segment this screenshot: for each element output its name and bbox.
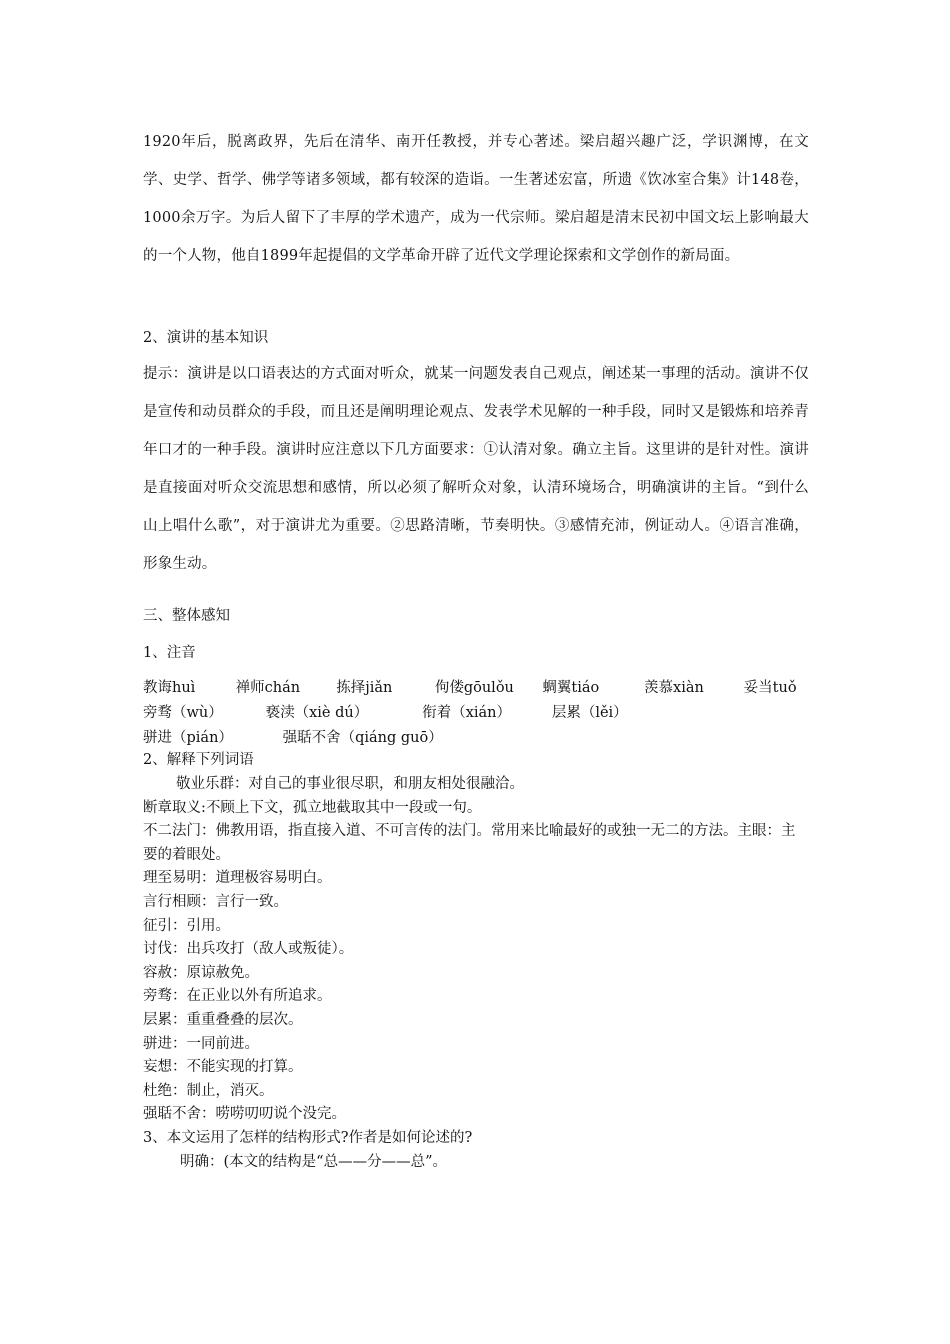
definition-item: 言行相顾：言行一致。 bbox=[143, 893, 288, 910]
definition-item: 敬业乐群：对自己的事业很尽职，和朋友相处很融洽。 bbox=[176, 776, 524, 792]
definition-item: 层累：重重叠叠的层次。 bbox=[143, 1011, 303, 1028]
pinyin-item: 旁骛（wù） bbox=[143, 705, 223, 721]
definition-item: 断章取义:不顾上下文，孤立地截取其中一段或一句。 bbox=[143, 799, 482, 816]
definition-item: 旁骛：在正业以外有所追求。 bbox=[143, 988, 332, 1005]
pinyin-item: 骈进（pián） bbox=[143, 730, 233, 746]
pinyin-row-2 bbox=[143, 702, 628, 724]
heading-explain-words: 2、解释下列词语 bbox=[143, 752, 254, 768]
definition-item: 征引：引用。 bbox=[143, 917, 230, 934]
pinyin-item: 亵渎（xiè dú） bbox=[265, 705, 369, 721]
definition-item: 理至易明：道理极容易明白。 bbox=[143, 870, 332, 887]
pinyin-item: 蜩翼tiáo bbox=[542, 680, 600, 696]
heading-pinyin: 1、注音 bbox=[143, 645, 196, 661]
heading-speech-basics: 2、演讲的基本知识 bbox=[143, 330, 269, 346]
pinyin-item: 禅师chán bbox=[235, 680, 301, 696]
pinyin-item: 佝偻gōulǒu bbox=[434, 680, 514, 696]
heading-overall-perception: 三、整体感知 bbox=[143, 608, 230, 624]
pinyin-item: 衔着（xián） bbox=[422, 705, 512, 721]
pinyin-item: 强聒不舍（qiáng guō） bbox=[282, 730, 443, 746]
pinyin-item: 层累（lěi） bbox=[551, 705, 628, 721]
speech-paragraph: 提示：演讲是以口语表达的方式面对听众，就某一问题发表自己观点，阐述某一事理的活动。演讲不仅是宣传和动员群众的手段，而且还是阐明理论观点、发表学术见解的一种手段，同时又是锻炼和培养青年口才的一种手段。演讲时应注意以下几方面要求：①认清对象。确立主旨。这里讲的是针对性。演讲是直接面对听众交流思想和感情，所以必须了解听众对象，认清环境场合，明确演讲的主旨。“到什么山上唱什么歌”，对于演讲尤为重要。②思路清晰，节奏明快。③感情充沛，例证动人。④语言准确，形象生动。 bbox=[143, 366, 809, 572]
definition-list bbox=[143, 773, 809, 1174]
definition-item: 不二法门：佛教用语，指直接入道、不可言传的法门。常用来比喻最好的或独一无二的方法。主眼：主要的着眼处。 bbox=[143, 823, 796, 863]
pinyin-item: 羡慕xiàn bbox=[644, 680, 704, 696]
pinyin-item: 教诲huì bbox=[143, 680, 196, 696]
definition-item: 杜绝：制止，消灭。 bbox=[143, 1082, 274, 1099]
intro-paragraph: 1920年后，脱离政界，先后在清华、南开任教授，并专心著述。梁启超兴趣广泛，学识渊博，在文学、史学、哲学、佛学等诸多领域，都有较深的造诣。一生著述宏富，所遗《饮冰室合集》计148卷，1000余万字。为后人留下了丰厚的学术遗产，成为一代宗师。梁启超是清末民初中国文坛上影响最大的一个人物，他自1899年起提倡的文学革命开辟了近代文学理论探索和文学创作的新局面。 bbox=[143, 134, 809, 264]
definition-item: 骈进：一同前进。 bbox=[143, 1035, 259, 1052]
definition-item: 妄想：不能实现的打算。 bbox=[143, 1059, 303, 1076]
pinyin-row-1 bbox=[143, 677, 797, 699]
definition-item: 讨伐：出兵攻打（敌人或叛徒）。 bbox=[143, 941, 354, 958]
definition-item: 容赦：原谅赦免。 bbox=[143, 964, 259, 981]
answer-3: 明确：(本文的结构是“总——分——总”。 bbox=[180, 1153, 447, 1170]
pinyin-row-3 bbox=[143, 727, 443, 749]
pinyin-item: 妥当tuǒ bbox=[743, 680, 797, 696]
question-3: 3、本文运用了怎样的结构形式?作者是如何论述的? bbox=[143, 1129, 473, 1146]
pinyin-item: 拣择jiǎn bbox=[336, 680, 393, 696]
definition-item: 强聒不舍：唠唠叨叨说个没完。 bbox=[143, 1106, 346, 1123]
